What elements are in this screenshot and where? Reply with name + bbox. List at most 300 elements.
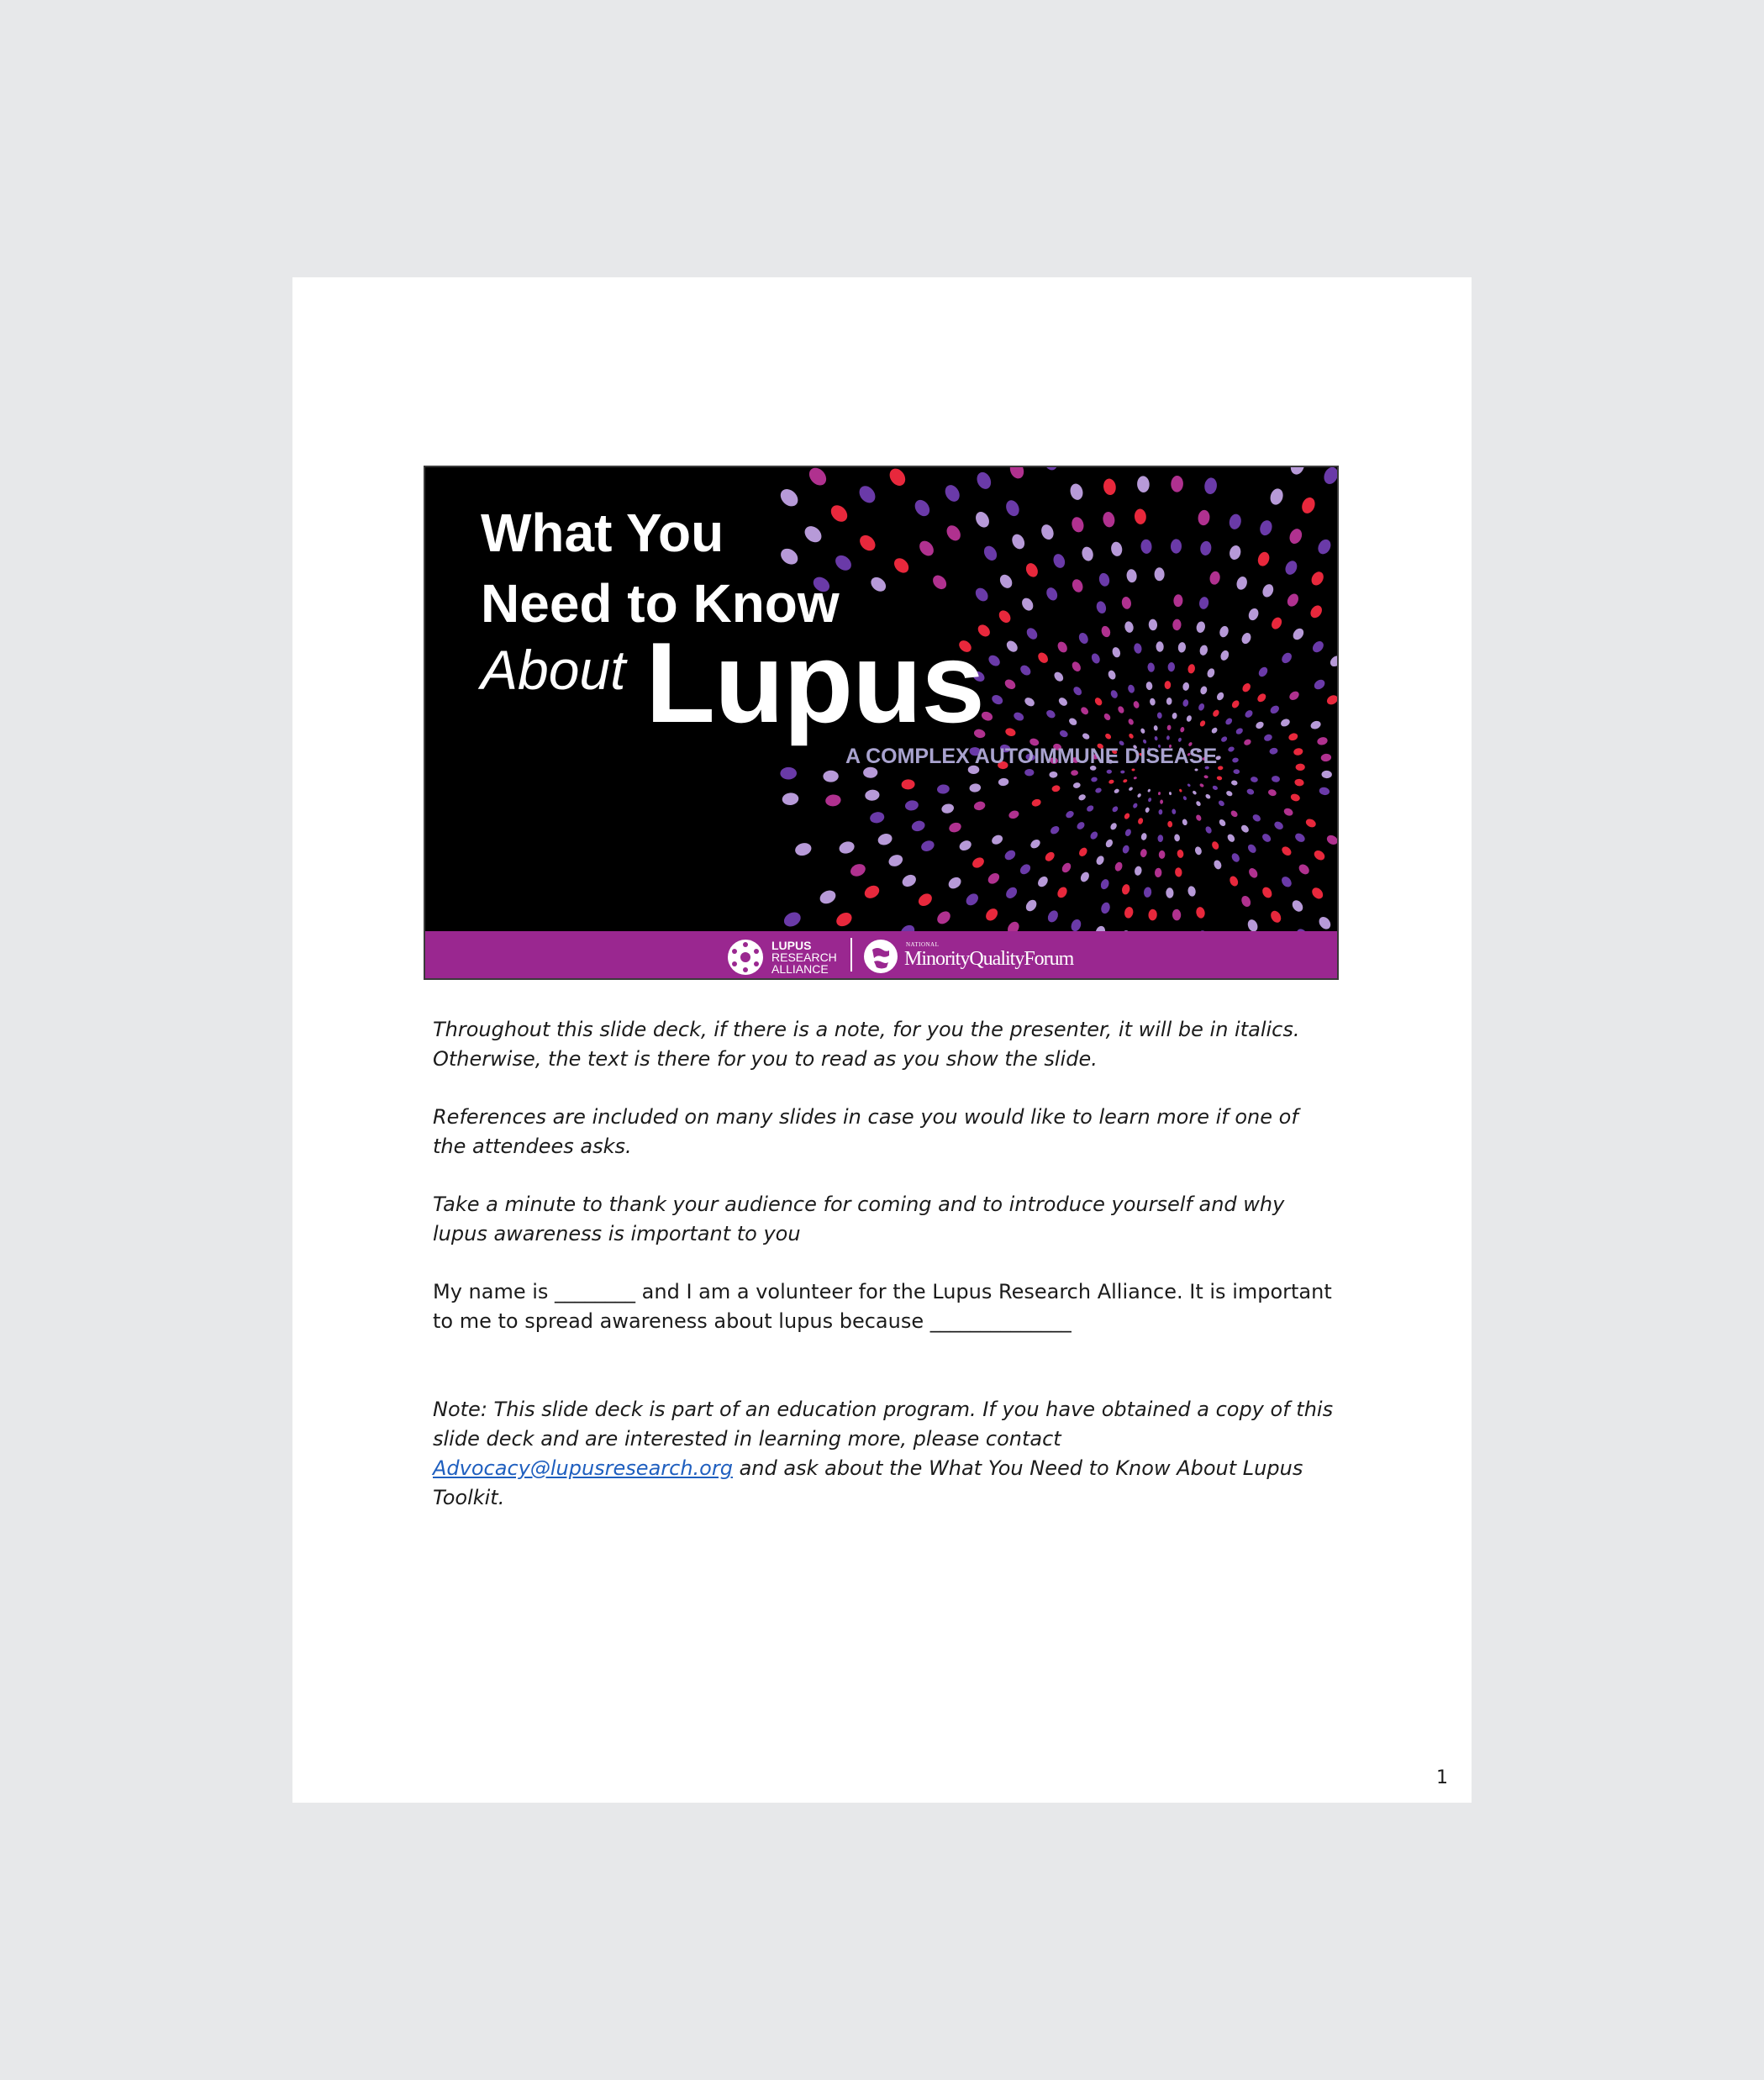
decorative-dot xyxy=(1156,641,1164,652)
decorative-dot xyxy=(1100,624,1112,638)
decorative-dot xyxy=(964,891,981,908)
decorative-dot xyxy=(1228,513,1242,530)
decorative-dot xyxy=(1309,719,1322,730)
decorative-dot xyxy=(1003,677,1018,691)
decorative-dot xyxy=(1187,886,1196,898)
decorative-dot xyxy=(1256,692,1267,703)
decorative-dot xyxy=(1009,532,1026,551)
decorative-dot xyxy=(1210,726,1218,734)
decorative-dot xyxy=(944,523,963,543)
decorative-dot xyxy=(1157,835,1163,842)
decorative-dot xyxy=(1280,845,1293,857)
decorative-dot xyxy=(1127,684,1135,694)
decorative-dot xyxy=(1220,735,1229,743)
decorative-dot xyxy=(1255,467,1272,469)
decorative-dot xyxy=(1024,626,1040,641)
decorative-dot xyxy=(1269,909,1283,924)
decorative-dot xyxy=(1128,733,1135,740)
decorative-dot xyxy=(824,793,841,807)
decorative-dot xyxy=(1216,776,1222,781)
decorative-dot xyxy=(1134,508,1146,524)
decorative-dot xyxy=(1240,682,1251,693)
lra-text-line-2: RESEARCH xyxy=(771,950,837,964)
minority-quality-forum-logo xyxy=(862,936,1098,975)
decorative-dot xyxy=(1089,830,1099,841)
decorative-dot xyxy=(1077,631,1090,645)
decorative-dot xyxy=(780,767,797,780)
decorative-dot xyxy=(1182,819,1188,826)
decorative-dot xyxy=(1328,654,1337,669)
decorative-dot xyxy=(1310,886,1325,901)
decorative-dot xyxy=(1147,788,1151,793)
decorative-dot xyxy=(935,908,953,926)
decorative-dot xyxy=(1199,719,1207,728)
decorative-dot xyxy=(868,574,888,594)
decorative-dot xyxy=(1140,832,1147,840)
decorative-dot xyxy=(1124,906,1135,919)
decorative-dot xyxy=(910,819,926,833)
page-number: 1 xyxy=(1436,1767,1448,1788)
decorative-dot xyxy=(1172,908,1182,920)
decorative-dot xyxy=(1076,820,1087,830)
decorative-dot xyxy=(1132,803,1138,809)
decorative-dot xyxy=(823,771,839,782)
decorative-dot xyxy=(1218,766,1224,770)
decorative-dot xyxy=(1124,828,1133,837)
decorative-dot xyxy=(1044,850,1056,863)
decorative-dot xyxy=(973,586,991,604)
decorative-dot xyxy=(1230,809,1239,819)
decorative-dot xyxy=(1167,662,1175,672)
decorative-dot xyxy=(1086,804,1095,813)
decorative-dot xyxy=(1293,747,1303,756)
decorative-dot xyxy=(1172,713,1177,719)
decorative-dot xyxy=(1124,620,1135,633)
slide-subtitle: A COMPLEX AUTOIMMUNE DISEASE xyxy=(845,745,1218,768)
decorative-dot xyxy=(1218,799,1226,807)
decorative-dot xyxy=(818,888,838,907)
decorative-dot xyxy=(1171,476,1183,492)
decorative-dot xyxy=(1065,809,1076,819)
decorative-dot xyxy=(1004,727,1017,738)
decorative-dot xyxy=(1067,717,1078,727)
decorative-dot xyxy=(1024,561,1040,579)
decorative-dot xyxy=(1198,645,1208,656)
decorative-dot xyxy=(1206,667,1216,678)
decorative-dot xyxy=(1090,652,1102,665)
notes-paragraph-4: My name is ________ and I am a volunteer for the Lupus Research Alliance. It is important to me to spread awareness about lupus because ______________ xyxy=(433,1280,1332,1333)
decorative-dot xyxy=(1211,840,1220,850)
decorative-dot xyxy=(1045,586,1060,603)
decorative-dot xyxy=(1154,736,1158,741)
decorative-dot xyxy=(1071,577,1085,593)
decorative-dot xyxy=(1100,901,1112,914)
decorative-dot xyxy=(1145,682,1153,691)
decorative-dot xyxy=(1240,894,1252,908)
decorative-dot xyxy=(1213,859,1223,871)
decorative-dot xyxy=(1114,788,1120,794)
decorative-dot xyxy=(1128,787,1133,792)
decorative-dot xyxy=(948,821,963,834)
decorative-dot xyxy=(802,523,824,545)
decorative-dot xyxy=(1150,698,1156,706)
decorative-dot xyxy=(904,799,919,812)
decorative-dot xyxy=(1159,850,1166,859)
decorative-dot xyxy=(1268,487,1285,506)
decorative-dot xyxy=(1166,735,1170,740)
decorative-dot xyxy=(1140,539,1152,554)
decorative-dot xyxy=(1304,818,1317,829)
decorative-dot xyxy=(1140,848,1147,857)
decorative-dot xyxy=(1004,885,1019,900)
decorative-dot xyxy=(1261,582,1275,598)
decorative-dot xyxy=(1198,596,1209,609)
decorative-dot xyxy=(1036,650,1051,665)
decorative-dot xyxy=(1104,733,1113,740)
decorative-dot xyxy=(898,923,917,931)
decorative-dot xyxy=(974,470,993,491)
decorative-dot xyxy=(1049,771,1057,778)
decorative-dot xyxy=(1082,732,1091,740)
decorative-dot xyxy=(1225,790,1233,798)
decorative-dot xyxy=(998,572,1014,591)
decorative-dot xyxy=(1287,527,1304,545)
decorative-dot xyxy=(1121,845,1130,855)
decorative-dot xyxy=(940,803,955,814)
decorative-dot xyxy=(1120,770,1124,773)
decorative-dot xyxy=(901,779,915,790)
decorative-dot xyxy=(1199,685,1208,695)
decorative-dot xyxy=(1199,540,1212,556)
decorative-dot xyxy=(1003,848,1017,861)
decorative-dot xyxy=(1095,600,1108,614)
decorative-dot xyxy=(1104,838,1114,848)
decorative-dot xyxy=(1137,817,1144,824)
decorative-dot xyxy=(1126,569,1138,583)
decorative-dot xyxy=(834,910,854,929)
decorative-dot xyxy=(1109,689,1119,699)
decorative-dot xyxy=(1299,496,1317,516)
decorative-dot xyxy=(1285,592,1300,608)
decorative-dot xyxy=(1218,819,1227,828)
decorative-dot xyxy=(1110,541,1124,557)
decorative-dot xyxy=(917,538,937,558)
decorative-dot xyxy=(1187,783,1191,787)
mqf-globe-icon xyxy=(862,938,899,975)
decorative-dot xyxy=(1019,862,1033,877)
decorative-dot xyxy=(1095,855,1106,866)
decorative-dot xyxy=(1177,737,1182,742)
decorative-dot xyxy=(856,483,879,507)
decorative-dot xyxy=(1172,808,1177,814)
decorative-dot xyxy=(1165,681,1172,689)
decorative-dot xyxy=(1246,788,1255,796)
decorative-dot xyxy=(1133,643,1142,655)
decorative-dot xyxy=(1280,650,1294,665)
decorative-dot xyxy=(969,783,982,793)
decorative-dot xyxy=(869,811,886,824)
decorative-dot xyxy=(1137,476,1151,492)
decorative-dot xyxy=(930,572,950,592)
decorative-dot xyxy=(887,853,904,869)
decorative-dot xyxy=(1215,691,1225,701)
decorative-dot xyxy=(793,841,813,857)
decorative-dot xyxy=(1325,834,1337,847)
decorative-dot xyxy=(1251,813,1262,823)
decorative-dot xyxy=(1117,705,1125,714)
decorative-dot xyxy=(1226,833,1236,844)
decorative-dot xyxy=(986,871,1001,886)
decorative-dot xyxy=(1107,669,1117,681)
decorative-dot xyxy=(1166,698,1172,705)
decorative-dot xyxy=(1256,550,1272,568)
decorative-dot xyxy=(1219,625,1230,639)
decorative-dot xyxy=(1036,875,1051,889)
decorative-dot xyxy=(1019,663,1033,677)
decorative-dot xyxy=(1031,798,1042,808)
decorative-dot xyxy=(973,509,992,529)
decorative-dot xyxy=(1024,898,1039,913)
decorative-dot xyxy=(1194,845,1203,856)
lra-text-line-1: LUPUS xyxy=(771,939,812,952)
notes-paragraph-2: References are included on many slides in case you would like to learn more if one of the attendees asks. xyxy=(433,1105,1298,1158)
decorative-dot xyxy=(1224,717,1234,726)
decorative-dot xyxy=(1051,784,1061,793)
decorative-dot xyxy=(1180,726,1186,733)
decorative-dot xyxy=(1287,732,1298,742)
mqf-name-text: MinorityQualityForum xyxy=(904,948,1074,970)
decorative-dot xyxy=(990,693,1004,707)
decorative-dot xyxy=(1077,846,1088,858)
decorative-dot xyxy=(1154,567,1164,581)
decorative-dot xyxy=(836,467,860,470)
decorative-dot xyxy=(1235,727,1244,735)
decorative-dot xyxy=(1052,671,1065,683)
decorative-dot xyxy=(1045,908,1060,924)
decorative-dot xyxy=(1071,660,1082,672)
lupus-research-alliance-logo xyxy=(726,938,845,975)
decorative-dot xyxy=(1195,906,1206,919)
decorative-dot xyxy=(1204,825,1213,835)
decorative-dot xyxy=(1198,703,1206,712)
decorative-dot xyxy=(1079,706,1089,716)
decorative-dot xyxy=(782,909,803,929)
decorative-dot xyxy=(1182,796,1187,801)
decorative-dot xyxy=(1003,498,1021,519)
decorative-dot xyxy=(1243,738,1252,746)
decorative-dot xyxy=(1093,697,1103,708)
mqf-small-text: NATIONAL xyxy=(906,941,940,948)
decorative-dot xyxy=(1251,777,1259,783)
decorative-dot xyxy=(942,482,962,504)
decorative-dot xyxy=(1166,887,1174,898)
lra-text-line-3: ALLIANCE xyxy=(771,962,829,976)
decorative-dot xyxy=(838,840,856,856)
decorative-dot xyxy=(1008,467,1026,481)
decorative-dot xyxy=(1049,824,1061,835)
slide-title-line-2: Need to Know xyxy=(481,573,840,634)
slide-title-lupus: Lupus xyxy=(645,619,984,746)
decorative-dot xyxy=(936,784,950,795)
decorative-dot xyxy=(1171,539,1182,554)
decorative-dot xyxy=(1230,780,1238,786)
decorative-dot xyxy=(1195,800,1202,807)
decorative-dot xyxy=(1099,878,1110,891)
decorative-dot xyxy=(1169,792,1172,795)
decorative-dot xyxy=(1127,718,1135,725)
decorative-dot xyxy=(887,467,908,489)
speaker-notes xyxy=(433,1015,1336,1541)
decorative-dot xyxy=(1177,642,1186,653)
decorative-dot xyxy=(1094,787,1102,793)
decorative-dot xyxy=(1321,467,1337,487)
decorative-dot xyxy=(946,875,963,891)
decorative-dot xyxy=(1290,793,1301,802)
decorative-dot xyxy=(1155,868,1162,878)
decorative-dot xyxy=(1269,747,1278,756)
decorative-dot xyxy=(1208,571,1221,586)
decorative-dot xyxy=(1235,575,1249,591)
decorative-dot xyxy=(1316,736,1328,746)
decorative-dot xyxy=(1153,725,1158,731)
decorative-dot xyxy=(1288,467,1306,477)
decorative-dot xyxy=(1179,788,1183,793)
decorative-dot xyxy=(1098,572,1111,587)
decorative-dot xyxy=(1280,875,1294,889)
decorative-dot xyxy=(1325,693,1337,707)
decorative-dot xyxy=(997,608,1013,625)
decorative-dot xyxy=(1240,824,1250,834)
decorative-dot xyxy=(1203,477,1218,495)
decorative-dot xyxy=(1182,682,1190,691)
decorative-dot xyxy=(1246,918,1260,931)
decorative-dot xyxy=(1061,861,1073,874)
decorative-dot xyxy=(1123,779,1128,783)
decorative-dot xyxy=(1182,698,1189,707)
decorative-dot xyxy=(1247,866,1259,879)
decorative-dot xyxy=(1109,822,1118,831)
decorative-dot xyxy=(1072,685,1083,697)
decorative-dot xyxy=(1261,886,1274,900)
decorative-dot xyxy=(1045,708,1056,719)
decorative-dot xyxy=(1148,619,1157,630)
decorative-dot xyxy=(1158,792,1161,795)
decorative-dot xyxy=(1255,720,1266,730)
decorative-dot xyxy=(1057,696,1069,708)
decorative-dot xyxy=(1230,852,1241,864)
decorative-dot xyxy=(1263,733,1273,742)
decorative-dot xyxy=(1321,771,1332,779)
decorative-dot xyxy=(892,556,912,576)
decorative-dot xyxy=(1174,834,1181,842)
decorative-dot xyxy=(1293,832,1306,844)
decorative-dot xyxy=(900,872,918,889)
decorative-dot xyxy=(1077,793,1087,802)
decorative-dot xyxy=(1091,777,1098,782)
decorative-dot xyxy=(1195,621,1206,634)
logo-divider xyxy=(850,938,852,972)
decorative-dot xyxy=(1024,769,1034,777)
notes-p5-after: and ask about the What You Need to Know About Lupus Toolkit. xyxy=(433,1456,1303,1509)
decorative-dot xyxy=(1227,745,1235,752)
decorative-dot xyxy=(1212,785,1219,791)
decorative-dot xyxy=(1013,711,1025,723)
decorative-dot xyxy=(1280,718,1292,729)
decorative-dot xyxy=(1081,545,1095,562)
decorative-dot xyxy=(849,861,867,878)
decorative-dot xyxy=(1244,708,1255,719)
decorative-dot xyxy=(777,545,801,567)
decorative-dot xyxy=(1309,570,1326,587)
document-page xyxy=(292,277,1472,1803)
decorative-dot xyxy=(1219,649,1230,661)
decorative-dot xyxy=(1160,799,1163,803)
decorative-dot xyxy=(1203,775,1208,779)
decorative-dot xyxy=(1137,793,1142,798)
decorative-dot xyxy=(1258,519,1274,537)
decorative-dot xyxy=(1167,821,1172,828)
decorative-dot xyxy=(1172,619,1182,630)
decorative-dot xyxy=(1140,728,1145,735)
decorative-dot xyxy=(1005,919,1021,931)
decorative-dot xyxy=(1247,607,1261,622)
decorative-dot xyxy=(1269,704,1281,715)
decorative-dot xyxy=(1294,778,1304,787)
decorative-dot xyxy=(865,789,880,802)
decorative-dot xyxy=(1042,467,1060,471)
decorative-dot xyxy=(1199,783,1204,788)
decorative-dot xyxy=(1186,714,1193,722)
decorative-dot xyxy=(1240,631,1253,645)
decorative-dot xyxy=(1198,509,1211,526)
decorative-dot xyxy=(806,467,829,489)
decorative-dot xyxy=(1246,843,1258,855)
notes-paragraph-3: Take a minute to thank your audience for coming and to introduce yourself and why lupus awareness is important to you xyxy=(433,1193,1285,1245)
decorative-dot xyxy=(1204,793,1211,800)
decorative-dot xyxy=(1134,866,1142,877)
decorative-dot xyxy=(1145,807,1151,814)
decorative-dot xyxy=(1313,677,1327,691)
decorative-dot xyxy=(1056,885,1069,899)
decorative-dot xyxy=(1070,516,1085,534)
lra-emblem-icon xyxy=(726,938,765,977)
decorative-dot xyxy=(1103,478,1117,496)
decorative-dot xyxy=(1230,699,1240,710)
decorative-dot xyxy=(1166,724,1171,730)
decorative-dot xyxy=(1157,712,1162,719)
decorative-dot xyxy=(1147,662,1156,672)
decorative-dot xyxy=(1111,805,1119,813)
advocacy-email-link[interactable]: Advocacy@lupusresearch.org xyxy=(433,1456,733,1480)
decorative-dot xyxy=(1108,779,1114,784)
decorative-dot xyxy=(1192,790,1197,795)
decorative-dot xyxy=(1072,782,1081,788)
decorative-dot xyxy=(1257,666,1270,678)
decorative-dot xyxy=(862,883,882,901)
decorative-dot xyxy=(1051,552,1066,570)
decorative-dot xyxy=(958,839,973,853)
logo-band xyxy=(425,931,1337,978)
decorative-dot xyxy=(983,906,1000,923)
decorative-dot xyxy=(1029,838,1041,850)
decorative-dot xyxy=(1273,820,1285,831)
decorative-dot xyxy=(1114,861,1124,872)
decorative-dot xyxy=(828,502,850,524)
decorative-dot xyxy=(1319,787,1330,796)
decorative-dot xyxy=(1310,639,1325,654)
title-slide xyxy=(424,466,1339,980)
decorative-dot xyxy=(877,832,893,847)
